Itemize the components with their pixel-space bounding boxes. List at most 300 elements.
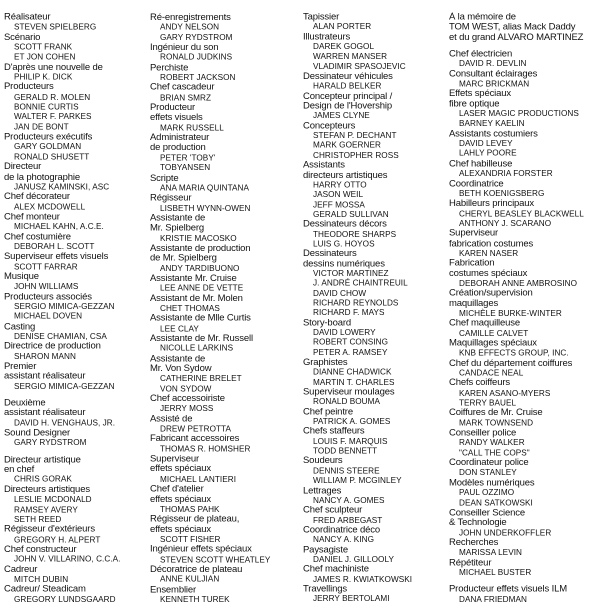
credit-entry [303,407,445,427]
credit-name: LEE CLAY [160,324,199,333]
credit-entry [150,113,290,133]
credit-role: Chef maquilleuse [449,317,521,329]
credit-entry [449,199,599,229]
credit-entry [449,319,599,339]
credit-entry [449,429,599,459]
credit-name: KRISTIE MACOSKO [160,233,237,243]
credit-name: VON SYDOW [160,384,212,394]
credit-entry [150,274,290,294]
credit-role: Superviseur [150,453,200,465]
credit-entry [303,121,445,160]
credit-name: MARTIN T. CHARLES [313,377,395,387]
credit-name: GREGORY H. ALPERT [14,535,101,544]
credit-name: SCOTT FISHER [160,535,221,544]
credit-name: KNB EFFECTS GROUP, INC. [459,348,569,358]
credit-entry [449,518,599,538]
credit-name: CHERYL BEASLEY BLACKWELL [459,209,584,218]
credit-name: CHRISTOPHER ROSS [313,151,399,160]
credit-name: DON STANLEY [459,468,517,478]
credit-role: Deuxième [4,397,46,409]
credit-name: LOUIS F. MARQUIS [313,437,388,446]
credit-role: Chef d'atelier [150,483,204,495]
credit-name: GARY RYDSTROM [160,33,233,42]
credit-name: DREW PETROTTA [160,424,231,434]
credit-role: Effets spéciaux [449,88,512,100]
credit-role: Chef du département coiffures [449,357,573,369]
credit-entry [150,294,290,314]
credit-name: MARK GOERNER [313,141,381,150]
credit-entry [150,194,290,214]
credit-role: Chef monteur [4,211,60,223]
credit-name: BONNIE CURTIS [14,102,79,112]
credit-entry [449,409,599,429]
credit-name: SCOTT FARRAR [14,262,78,272]
credit-entry [4,63,144,83]
credit-entry [150,495,290,515]
credit-name: NANCY A. GOMES [313,496,385,505]
credit-role: Création/supervision [449,288,533,299]
credit-name: TODD BENNETT [313,446,378,456]
credit-name: THOMAS R. HOMSHER [160,444,251,454]
credit-entry [449,459,599,479]
credit-name: JEFF MOSSA [313,200,365,209]
credit-name: JOHN V. VILLARINO, C.C.A. [14,555,121,564]
credit-role: Scripte [150,172,179,184]
credit-name: MARK TOWNSEND [459,418,534,428]
credit-role: Assistants costumiers [449,128,538,140]
credit-entry [303,102,445,122]
credit-entry [4,342,144,362]
credits-column-1 [4,13,144,605]
credit-entry [150,465,290,485]
credit-name: SHARON MANN [14,352,76,361]
credit-name: MARK RUSSELL [160,123,224,133]
credit-role: TOM WEST, alias Mack Daddy [449,22,576,33]
credit-name: RAMSEY AVERY [14,505,78,514]
credit-entry [303,545,445,565]
credit-role: de la photographie [4,171,81,183]
credit-name: GARY GOLDMAN [14,142,82,152]
credit-name: CANDACE NEAL [459,368,524,378]
credit-name: MITCH DUBIN [14,575,69,584]
credit-role: Perchiste [150,62,189,73]
credit-role: et du grand ALVARO MARTINEZ [449,31,584,43]
credit-role: À la mémoire de [449,12,516,23]
credit-entry [449,50,599,70]
credit-entry [303,33,445,72]
credit-entry [449,359,599,379]
credit-entry [303,220,445,250]
credit-name: DEAN SATKOWSKI [459,498,533,508]
credit-role: Directrice de production [4,341,101,352]
credit-name: SCOTT FRANK [14,42,73,52]
credit-role: Conseiller police [449,427,517,439]
credit-entry [150,334,290,354]
credit-role: Assistante Mr. Cruise [150,273,237,284]
credit-name: ANDY NELSON [160,23,220,32]
credit-name: KAREN NASER [459,249,519,258]
credit-role: de production [150,142,206,154]
credit-role: Chef costumière [4,231,71,243]
credit-role: Consultant éclairages [449,68,538,80]
credit-name: KENNETH TUREK [160,595,230,604]
credit-name: J. ANDRÉ CHAINTREUIL [313,279,408,288]
credit-name: LISBETH WYNN-OWEN [160,203,251,213]
credit-role: Paysagiste [303,544,348,556]
credit-name: WALTER F. PARKES [14,112,92,122]
credit-role: Modèles numériques [449,477,535,489]
credit-role: Fabrication [449,258,495,269]
credit-name: DEBORAH ANNE AMBROSINO [459,279,578,288]
credit-entry [150,545,290,565]
credit-entry [150,43,290,63]
credit-entry [4,465,144,485]
credit-role: Casting [4,321,36,332]
credit-name: VICTOR MARTINEZ [313,269,389,278]
credits-column-4 [449,13,599,605]
credit-name: ANDY TARDIBUONO [160,263,240,273]
credit-name: ET JON COHEN [14,52,76,62]
credit-role: Dessinateurs [303,248,357,260]
credit-name: JAMES R. KWIATKOWSKI [313,575,413,584]
credit-entry [449,239,599,259]
credit-entry [303,13,445,33]
credit-name: THEODORE SHARPS [313,229,397,239]
credit-role: Superviseur moulages [303,386,395,398]
credit-entry [4,13,144,33]
credit-name: MICHÈLE BURKE-WINTER [459,308,562,318]
credit-role: fibre optique [449,98,500,110]
credit-role: Assistants [303,159,345,171]
credit-role: Chef cascadeur [150,82,215,93]
credit-name: HARALD BELKER [313,82,382,91]
credit-entry [303,161,445,171]
credit-role: Fabricant accessoires [150,433,240,445]
credit-entry [4,545,144,565]
credit-name: KAREN ASANO-MYERS [459,388,551,398]
credit-entry [4,163,144,173]
credit-name: RICHARD F. MAYS [313,308,385,318]
credit-role: Cadreur [4,564,38,575]
credit-role: Chef décorateur [4,191,70,203]
credit-entry [4,133,144,163]
credit-entry [4,232,144,252]
credit-name: JERRY BERTOLAMI [313,594,390,604]
credit-entry [303,72,445,92]
credit-entry [150,435,290,455]
credit-role: Ingénieur effets spéciaux [150,544,252,555]
credit-role: Producteurs exécutifs [4,131,93,143]
credit-entry [150,174,290,194]
credit-name: BETH KOENIGSBERG [459,189,545,198]
credit-role: Soudeurs [303,455,343,467]
credit-role: Chefs staffeurs [303,426,365,437]
credit-name: MICHAEL DOVEN [14,312,83,321]
credit-name: MARISSA LEVIN [459,548,522,558]
credit-entry [449,299,599,319]
credit-role: effets visuels [150,112,203,124]
credit-entry [4,272,144,292]
credit-role: Ensemblier [150,584,197,595]
credit-entry [303,565,445,585]
credit-role: Scénario [4,31,41,43]
credit-entry [303,457,445,487]
credit-name: PAUL OZZIMO [459,488,515,498]
credit-entry [150,224,290,244]
credit-name: ANTHONY J. SCARANO [459,219,552,228]
credit-role: Producteurs [4,81,54,93]
credit-role: Réalisateur [4,12,51,23]
credit-name: DAVID LEVEY [459,139,513,149]
credit-name: MARC BRICKMAN [459,79,530,89]
credit-entry [4,33,144,63]
credit-role: Cadreur/ Steadicam [4,584,86,595]
credit-role: Chef peintre [303,406,353,417]
credit-role: Assistante de Mr. Russell [150,333,253,344]
credit-role: effets spéciaux [150,463,211,475]
credit-entry [449,339,599,359]
credit-name: RANDY WALKER [459,438,525,448]
credit-entry [150,364,290,394]
credit-name: ALEXANDRIA FORSTER [459,169,553,179]
credit-entry [303,585,445,605]
credit-entry [303,427,445,457]
credit-role: costumes spéciaux [449,268,528,279]
credit-role: Assistante de Mlle Curtis [150,313,251,324]
credit-entry [303,486,445,506]
credit-role: Administrateur [150,132,210,144]
credit-role: dessins numériques [303,258,385,270]
credit-entry [4,409,144,429]
credit-name: HARRY OTTO [313,180,367,190]
credit-entry [150,515,290,525]
credit-entry [4,585,144,605]
credit-entry [303,260,445,319]
credit-name: LEE ANNE DE VETTE [160,284,244,293]
credit-name: STEFAN P. DECHANT [313,131,397,140]
credit-entry [4,485,144,525]
credit-role: Dessinateurs décors [303,219,387,230]
credit-role: Conseiller Science [449,507,525,519]
credits-column-3 [303,13,445,605]
credit-role: Producteur effets visuels ILM [449,584,567,595]
credit-role: Chef constructeur [4,544,77,555]
credit-entry [4,173,144,193]
credit-name: DANA FRIEDMAN [459,594,527,604]
credit-role: Assistante de [150,353,206,365]
credit-name: LAHLY POORE [459,149,517,159]
credit-role: Mr. Spielberg [150,222,205,234]
credit-entry [303,506,445,526]
credit-name: PATRICK A. GOMES [313,417,391,426]
credit-name: FRED ARBEGAST [313,515,383,525]
credit-role: D'après une nouvelle de [4,61,103,73]
credit-name: JANUSZ KAMINSKI, ASC [14,182,110,192]
credit-entry [150,13,290,43]
credit-name: LASER MAGIC PRODUCTIONS [459,109,579,119]
credit-name: "CALL THE COPS" [459,448,530,458]
credit-name: STEVEN SCOTT WHEATLEY [160,555,271,564]
credit-name: DAVID CHOW [313,289,367,298]
credit-entry [4,322,144,342]
credit-role: Musique [4,271,39,282]
credit-name: JERRY MOSS [160,404,214,414]
credit-entry [4,252,144,272]
credit-name: RONALD SHUSETT [14,152,90,162]
credit-name: SERGIO MIMICA-GEZZAN [14,382,115,391]
credit-name: MICHAEL KAHN, A.C.E. [14,222,104,232]
credit-name: ALAN PORTER [313,22,372,32]
credit-entry [150,314,290,334]
credit-name: TERRY BAUEL [459,398,517,408]
credit-role: Chefs coiffeurs [449,377,510,389]
credit-role: Chef sculpteur [303,505,363,516]
credit-name: BARNEY KAELIN [459,119,525,129]
credit-role: Coordinateur police [449,457,529,469]
credit-role: assistant réalisateur [4,407,86,419]
credit-entry [150,254,290,274]
credit-role: assistant réalisateur [4,371,86,382]
credit-role: Chef machiniste [303,564,369,575]
credit-entry [150,565,290,585]
credit-role: Régisseur d'extérieurs [4,524,95,535]
credit-entry [150,415,290,435]
credit-name: VLADIMIR SPASOJEVIC [313,62,406,71]
credit-name: DENNIS STEERE [313,466,380,476]
credit-role: Chef accessoiriste [150,393,225,405]
credit-entry [303,171,445,220]
credit-name: JOHN UNDERKOFFLER [459,528,552,538]
credit-role: Maquillages spéciaux [449,337,537,349]
credit-name: ANNE KULJIAN [160,575,220,584]
credit-role: Assistante de [150,212,206,224]
credit-role: Assistant de Mr. Molen [150,293,243,304]
credit-entry [303,358,445,388]
credit-role: Tapissier [303,12,340,23]
credit-name: ANA MARIA QUINTANA [160,183,250,193]
credit-name: RONALD JUDKINS [160,53,233,62]
credit-name: SERGIO MIMICA-GEZZAN [14,302,115,311]
credit-name: DIANNE CHADWICK [313,367,392,377]
credit-name: ROBERT CONSING [313,338,389,347]
credit-name: CHRIS GORAK [14,475,72,484]
credit-name: SETH REED [14,515,62,524]
credit-name: DAVID LOWERY [313,328,376,338]
credit-name: CAMILLE CALVET [459,328,529,338]
credit-entry [150,83,290,103]
credit-role: Directeur [4,161,42,173]
credit-role: Chef habilleuse [449,158,513,170]
credit-role: Concepteurs [303,120,356,132]
credit-name: DENISE CHAMIAN, CSA [14,332,107,341]
credit-entry [449,479,599,509]
credit-role: fabrication costumes [449,238,534,249]
credit-name: JAMES CLYNE [313,111,370,121]
credit-role: Chef électricien [449,48,513,60]
credit-entry [150,525,290,545]
credit-role: Travellings [303,583,347,595]
credit-name: NANCY A. KING [313,535,375,545]
credit-entry [4,429,144,449]
credit-name: DAVID R. DEVLIN [459,59,527,69]
credit-role: de Mr. Spielberg [150,252,217,264]
credit-name: DEBORAH L. SCOTT [14,242,95,252]
credit-name: MICHAEL LANTIERI [160,474,237,484]
credit-name: THOMAS PAHK [160,504,220,514]
credit-role: effets spéciaux [150,523,211,535]
credit-role: en chef [4,464,35,475]
credit-role: Ré-enregistrements [150,12,231,23]
credit-name: DAREK GOGOL [313,42,375,52]
credit-role: Répétiteur [449,557,492,568]
credit-entry [4,212,144,232]
credit-name: GARY RYDSTROM [14,438,87,448]
credit-entry [449,100,599,130]
credit-entry [4,525,144,545]
credit-name: PETER A. RAMSEY [313,348,388,357]
credit-role: Assisté de [150,413,193,425]
credit-entry [449,558,599,578]
credit-name: MICHAEL BUSTER [459,568,532,577]
credit-role: maquillages [449,298,499,309]
credit-role: Design de l'Hovership [303,100,392,112]
credit-name: RONALD BOUMA [313,397,381,407]
credit-role: Producteur [150,102,195,114]
credit-entry [4,292,144,322]
credit-entry [150,394,290,414]
credit-role: Concepteur principal / [303,90,393,102]
credit-name: ROBERT JACKSON [160,73,236,82]
credit-name: NICOLLE LARKINS [160,344,234,354]
credit-entry [449,33,599,43]
credit-role: Coordinatrice déco [303,524,381,536]
credit-role: Coordinatrice [449,178,504,189]
credit-entry [4,83,144,133]
credit-entry [4,193,144,213]
credit-role: Régisseur de plateau, [150,513,240,525]
credit-name: JAN DE BONT [14,122,69,132]
credit-name: PETER 'TOBY' [160,153,216,163]
credit-role: Sound Designer [4,427,71,439]
credit-entry [449,129,599,159]
credit-name: TOBYANSEN [160,163,211,173]
credit-role: Coiffures de Mr. Cruise [449,407,543,419]
credit-entry [449,379,599,409]
credit-name: GERALD SULLIVAN [313,210,389,219]
credit-entry [4,372,144,392]
credit-role: effets spéciaux [150,493,211,505]
credit-name: STEVEN SPIELBERG [14,22,97,32]
credit-role: Régisseur [150,192,192,204]
credit-role: Superviseur effets visuels [4,251,109,263]
credit-role: Premier [4,361,37,372]
credit-entry [303,319,445,358]
credit-entry [150,485,290,495]
credit-name: GERALD R. MOLEN [14,92,91,102]
credit-entry [449,585,599,605]
credit-entry [449,269,599,289]
credit-name: DAVID H. VENGHAUS, JR. [14,418,116,428]
credit-role: Directeurs artistiques [4,484,90,495]
credit-role: Producteurs associés [4,291,92,302]
credit-entry [449,179,599,199]
credit-name: WILLIAM P. MCGINLEY [313,476,402,486]
credit-role: Superviseur [449,228,499,239]
credit-role: Recherches [449,537,499,549]
credit-role: Graphistes [303,357,348,368]
credit-role: Ingénieur du son [150,42,219,53]
credit-entry [150,63,290,83]
